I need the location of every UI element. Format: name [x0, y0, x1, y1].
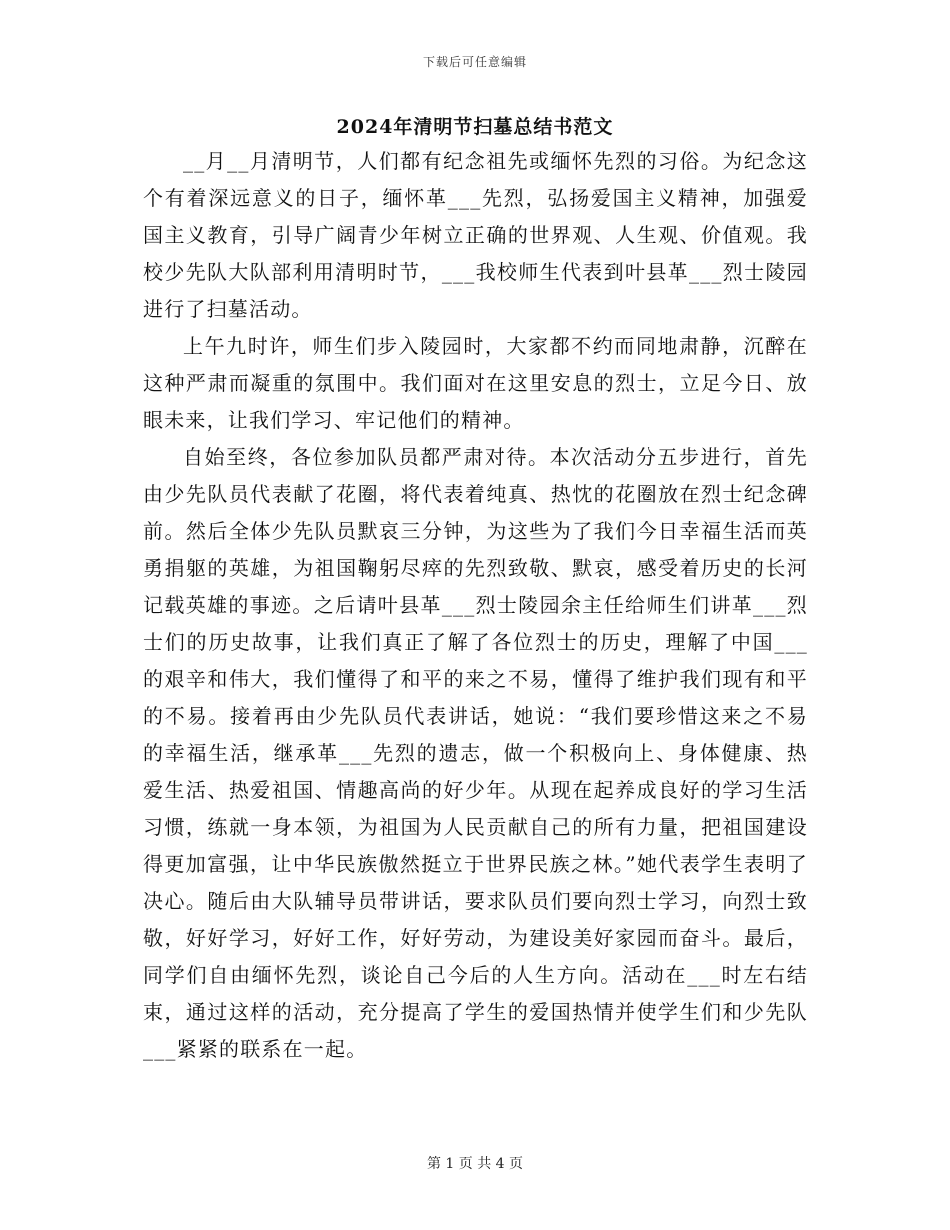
paragraph-activity: 自始至终，各位参加队员都严肃对待。本次活动分五步进行，首先由少先队员代表献了花圈，将代表着纯真、热忱的花圈放在烈士纪念碑前。然后全体少先队员默哀三分钟，为这些为了我们今日幸福生活而英勇捐躯的英雄，为祖国鞠躬尽瘁的先烈致敬、默哀，感受着历史的长河记载英雄的事迹。之后请叶县革___烈士陵园余主任给师生们讲革___烈士们的历史故事，让我们真正了解了各位烈士的历史，理解了中国___的艰辛和伟大，我们懂得了和平的来之不易，懂得了维护我们现有和平的不易。接着再由少先队员代表讲话，她说：“我们要珍惜这来之不易的幸福生活，继承革___先烈的遗志，做一个积极向上、身体健康、热爱生活、热爱祖国、情趣高尚的好少年。从现在起养成良好的学习生活习惯，练就一身本领，为祖国为人民贡献自己的所有力量，把祖国建设得更加富强，让中华民族傲然挺立于世界民族之林。”她代表学生表明了决心。随后由大队辅导员带讲话，要求队员们要向烈士学习，向烈士致敬，好好学习，好好工作，好好劳动，为建设美好家园而奋斗。最后，同学们自由缅怀先烈，谈论自己今后的人生方向。活动在___时左右结束，通过这样的活动，充分提高了学生的爱国热情并使学生们和少先队___紧紧的联系在一起。: [143, 445, 808, 1061]
paragraph-arrival: 上午九时许，师生们步入陵园时，大家都不约而同地肃静，沉醉在这种严肃而凝重的氛围中。我们面对在这里安息的烈士，立足今日、放眼未来，让我们学习、牢记他们的精神。: [143, 334, 808, 432]
page-header-note: 下载后可任意编辑: [422, 55, 527, 69]
paragraph-intro: __月__月清明节，人们都有纪念祖先或缅怀先烈的习俗。为纪念这个有着深远意义的日子，缅怀革___先烈，弘扬爱国主义精神，加强爱国主义教育，引导广阔青少年树立正确的世界观、人生观、价值观。我校少先队大队部利用清明时节，___我校师生代表到叶县革___烈士陵园进行了扫墓活动。: [143, 149, 808, 321]
document-body: [143, 143, 808, 1068]
document-title: 2024年清明节扫墓总结书范文: [336, 116, 614, 138]
page-number: 第 1 页 共 4 页: [426, 1156, 524, 1172]
